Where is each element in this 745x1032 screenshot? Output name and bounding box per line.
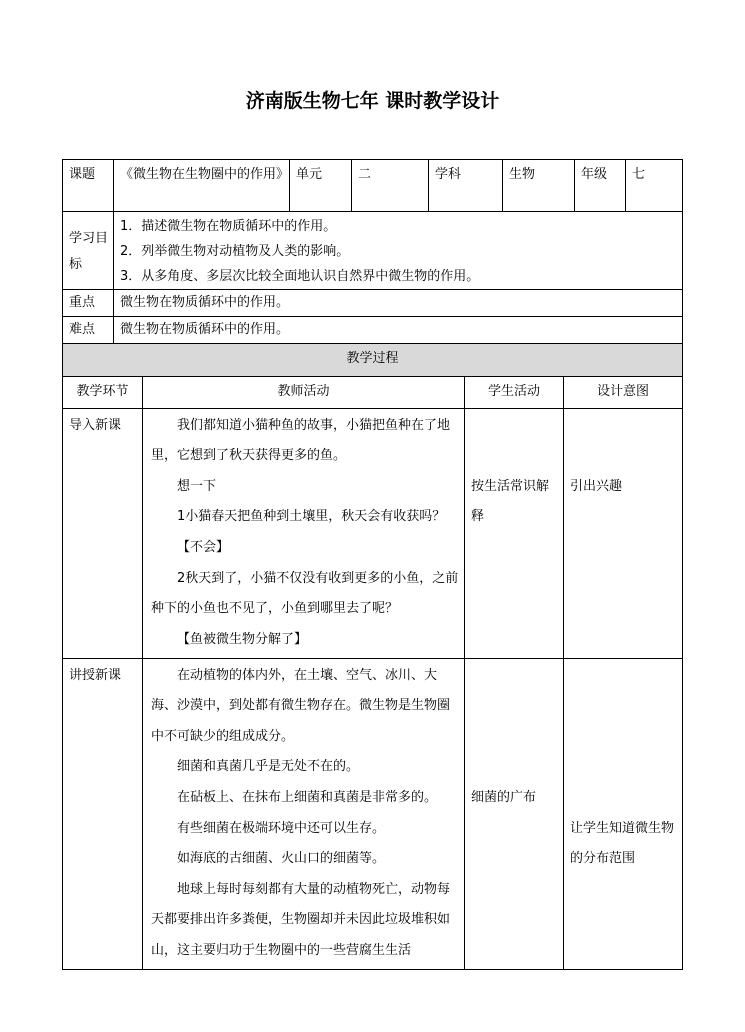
teacher-cell [143,408,465,658]
col-teacher: 教师活动 [143,377,465,409]
teacher-cell [143,658,465,969]
info-table [62,159,683,344]
teacher-paragraph: 【鱼被微生物分解了】 [177,631,308,647]
subject-label: 学科 [429,160,503,212]
intent-cell: 引出兴趣 [564,408,683,658]
teacher-paragraph: 如海底的古细菌、火山口的细菌等。 [177,851,386,867]
grade-value: 七 [626,160,683,212]
teacher-paragraph: 细菌和真菌几乎是无处不在的。 [177,759,360,775]
subject-value: 生物 [503,160,575,212]
teacher-paragraph: 【不会】 [177,539,230,555]
goals-label: 学习目标 [63,212,114,290]
teacher-paragraph: 我们都知道小猫种鱼的故事，小猫把鱼种在了地里，它想到了秋天获得更多的鱼。 [151,417,451,464]
teacher-paragraph: 想一下 [177,478,217,494]
teacher-paragraph: 有些细菌在极端环境中还可以生存。 [177,820,386,836]
difficult-label: 难点 [63,317,114,344]
col-intent: 设计意图 [564,377,683,409]
goal-item: 3．从多角度、多层次比较全面地认识自然界中微生物的作用。 [120,269,480,284]
unit-label: 单元 [290,160,352,212]
topic-value: 《微生物在生物圈中的作用》 [114,160,290,212]
teacher-paragraph: 在砧板上、在抹布上细菌和真菌是非常多的。 [177,789,438,805]
topic-label: 课题 [63,160,114,212]
teacher-paragraph: 地球上每时每刻都有大量的动植物死亡，动物每天都要排出许多粪便，生物圈却并未因此垃圾堆积如山，这主要归功于生物圈中的一些营腐生生活 [151,881,451,958]
teacher-paragraph: 2秋天到了，小猫不仅没有收到更多的小鱼，之前种下的小鱼也不见了，小鱼到哪里去了呢？ [151,570,459,617]
col-student: 学生活动 [465,377,564,409]
page-title: 济南版生物七年 课时教学设计 [245,90,500,112]
goal-item: 2．列举微生物对动植物及人类的影响。 [120,244,350,259]
teacher-paragraph: 在动植物的体内外，在土壤、空气、冰川、大海、沙漠中，到处都有微生物存在。微生物是生物圈中不可缺少的组成成分。 [151,667,451,744]
teacher-paragraph: 1小猫春天把鱼种到土壤里，秋天会有收获吗？ [177,509,446,525]
student-cell: 细菌的广布 [465,658,564,969]
process-header: 教学过程 [63,344,683,377]
process-table [62,343,683,970]
key-label: 重点 [63,290,114,317]
unit-value: 二 [352,160,429,212]
difficult-value: 微生物在物质循环中的作用。 [114,317,683,344]
student-cell: 按生活常识解释 [465,408,564,658]
intent-cell: 让学生知道微生物的分布范围 [564,658,683,969]
stage-cell: 导入新课 [63,408,143,658]
goals-list [114,212,683,290]
key-value: 微生物在物质循环中的作用。 [114,290,683,317]
grade-label: 年级 [575,160,626,212]
stage-cell: 讲授新课 [63,658,143,969]
col-stage: 教学环节 [63,377,143,409]
goal-item: 1．描述微生物在物质循环中的作用。 [120,219,337,234]
